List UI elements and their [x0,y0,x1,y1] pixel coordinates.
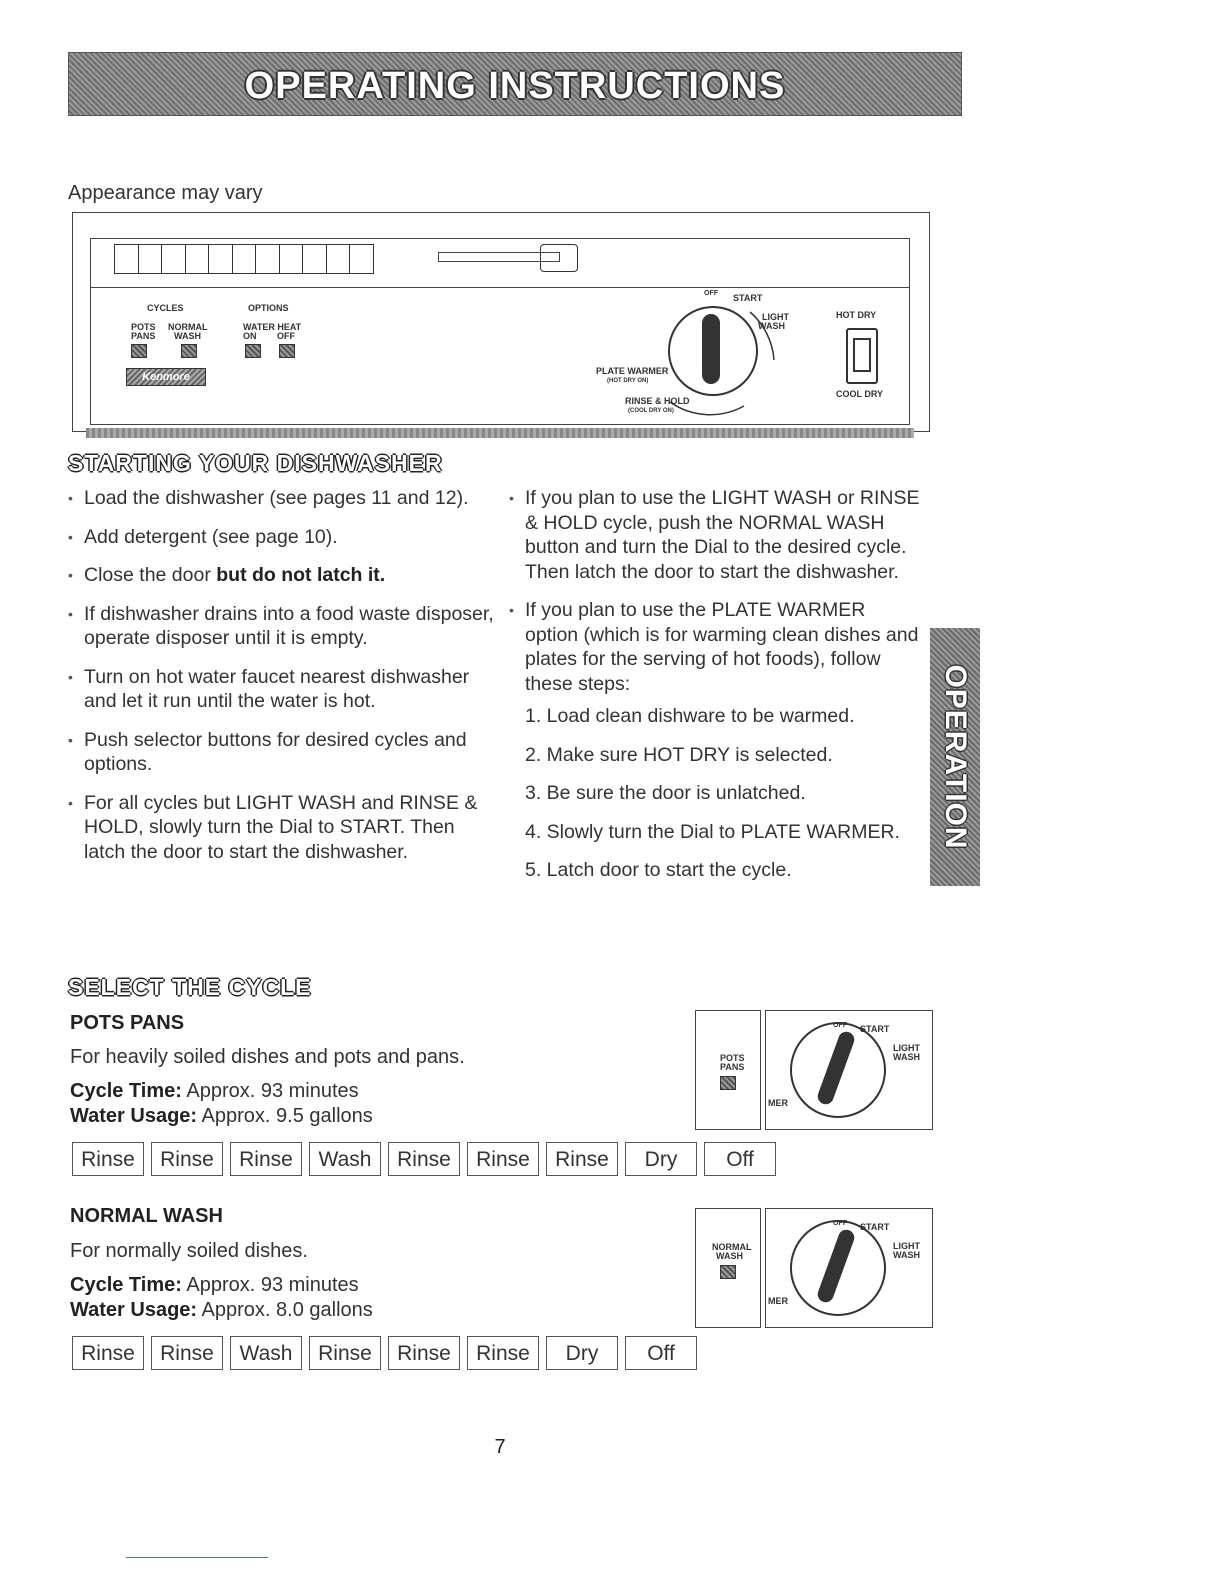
pots-label: POTS [131,322,156,332]
sequence-step: Rinse [151,1336,223,1370]
off-label: OFF [277,331,295,341]
sequence-step: Rinse [72,1336,144,1370]
dial-light-label: LIGHT [762,312,789,322]
dial-plate-warmer-label: PLATE WARMER [596,366,669,376]
sequence-step: Rinse [546,1142,618,1176]
illus-pans-label: PANS [720,1062,745,1072]
sequence-step: Off [704,1142,776,1176]
step-item: 2. Make sure HOT DRY is selected. [525,743,833,766]
dial-plate-sub-label: (HOT DRY ON) [607,378,649,384]
bullet-load: • Load the dishwasher (see pages 11 and 12). [68,486,498,511]
normal-wash-sequence [72,1336,697,1370]
dial-wash-label: WASH [758,321,785,331]
normal-wash-desc: For normally soiled dishes. [70,1240,308,1262]
illus-light-label: LIGHT [893,1043,920,1053]
normal-wash-button [181,344,197,358]
sequence-step: Rinse [388,1142,460,1176]
sequence-step: Off [625,1336,697,1370]
sequence-step: Rinse [388,1336,460,1370]
dry-rocker-switch [846,328,878,384]
wash-label: WASH [174,331,201,341]
illus-light-label: LIGHT [893,1241,920,1251]
panel-vents [114,244,374,274]
heat-on-button [245,344,261,358]
cycles-label: CYCLES [147,303,184,313]
operation-side-tab: OPERATION [930,628,980,886]
illus-off-label: OFF [833,1022,847,1029]
illus-start-label: START [860,1024,890,1034]
page-title: OPERATING INSTRUCTIONS [244,65,786,107]
illus-normal-button [720,1265,736,1279]
panel-shadow [86,428,914,438]
pans-label: PANS [131,331,156,341]
sequence-step: Rinse [230,1142,302,1176]
bullet-plate-warmer: • If you plan to use the PLATE WARMER option (which is for warming clean dishes and plates for the serving of hot foods), follow these steps: [509,598,921,696]
bullet-selector: • Push selector buttons for desired cycles and options. [68,728,498,777]
bullet-light-wash: • If you plan to use the LIGHT WASH or RINSE & HOLD cycle, push the NORMAL WASH button and turn the Dial to the desired cycle. Then latch the door to start the dishwasher. [509,486,921,584]
illus-mer-label: MER [768,1098,788,1108]
dial-rinse-sub-label: (COOL DRY ON) [628,408,674,414]
dial-off-label: OFF [704,290,718,297]
select-cycle-heading: SELECT THE CYCLE [68,974,312,1000]
normal-wash-cycle-time: Cycle Time: Approx. 93 minutes [70,1274,359,1296]
sequence-step: Rinse [72,1142,144,1176]
sequence-step: Wash [230,1336,302,1370]
bullet-hot-water: • Turn on hot water faucet nearest dishwasher and let it run until the water is hot. [68,665,498,714]
illus-start-label: START [860,1222,890,1232]
illus-mer-label: MER [768,1296,788,1306]
header-banner [68,52,962,116]
page-number: 7 [494,1436,506,1458]
step-item: 3. Be sure the door is unlatched. [525,782,806,804]
door-latch [540,244,578,272]
starting-left-column [68,486,498,878]
bullet-disposer: • If dishwasher drains into a food waste disposer, operate disposer until it is empty. [68,602,498,651]
illus-pots-label: POTS [720,1053,745,1063]
on-label: ON [243,331,257,341]
appearance-note: Appearance may vary [68,182,263,204]
sequence-step: Rinse [467,1336,539,1370]
water-heat-label: WATER HEAT [243,322,302,332]
sequence-step: Rinse [467,1142,539,1176]
normal-wash-water-usage: Water Usage: Approx. 8.0 gallons [70,1299,373,1321]
plate-warmer-steps [509,704,921,883]
pots-pans-desc: For heavily soiled dishes and pots and pans. [70,1046,465,1068]
illus-normal-label: NORMAL [712,1242,752,1252]
normal-label: NORMAL [168,322,208,332]
normal-wash-title: NORMAL WASH [70,1205,223,1227]
cool-dry-label: COOL DRY [836,389,884,399]
illus-pots-button [720,1076,736,1090]
pots-pans-title: POTS PANS [70,1012,185,1034]
sequence-step: Wash [309,1142,381,1176]
sequence-step: Rinse [309,1336,381,1370]
footer-rule [126,1557,268,1558]
bullet-detergent: • Add detergent (see page 10). [68,525,498,550]
pots-pans-sequence [72,1142,776,1176]
options-label: OPTIONS [248,303,289,313]
illus-wash-label: WASH [893,1250,920,1260]
kenmore-logo: Kenmore [126,368,206,386]
sequence-step: Rinse [151,1142,223,1176]
illus-wash-btn-label: WASH [716,1251,743,1261]
bullet-all-cycles: • For all cycles but LIGHT WASH and RINSE & HOLD, slowly turn the Dial to START. Then latch the door to start the dishwasher. [68,791,498,865]
sequence-step: Dry [625,1142,697,1176]
step-item: 4. Slowly turn the Dial to PLATE WARMER. [525,820,900,843]
starting-right-column [509,486,921,897]
pots-pans-water-usage: Water Usage: Approx. 9.5 gallons [70,1105,373,1127]
starting-heading: STARTING YOUR DISHWASHER [68,450,443,476]
sequence-step: Dry [546,1336,618,1370]
heat-off-button [279,344,295,358]
step-item: 5. Latch door to start the cycle. [525,859,792,881]
pots-pans-cycle-time: Cycle Time: Approx. 93 minutes [70,1080,359,1102]
bullet-close-door: • Close the door but do not latch it. [68,563,498,588]
step-item: 1. Load clean dishware to be warmed. [525,705,855,727]
hot-dry-label: HOT DRY [836,310,877,320]
dial-start-label: START [733,293,763,303]
pots-pans-button [131,344,147,358]
dial-rinse-hold-label: RINSE & HOLD [625,396,690,406]
illus-off-label: OFF [833,1220,847,1227]
illus-wash-label: WASH [893,1052,920,1062]
